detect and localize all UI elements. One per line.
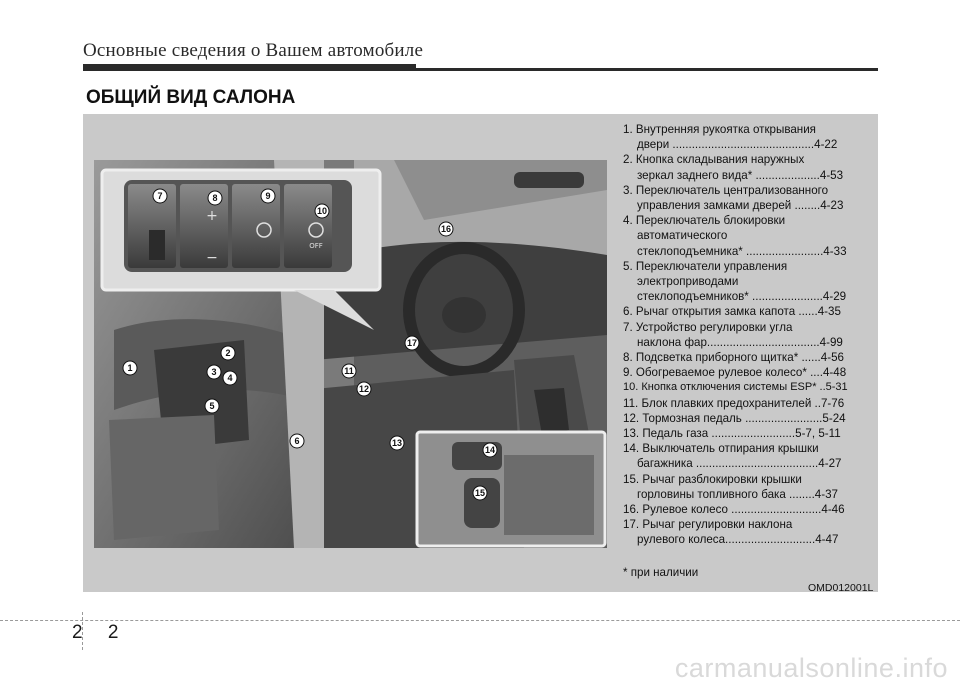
component-list: [623, 122, 873, 548]
list-item: 16. Рулевое колесо ............................4-46: [623, 503, 845, 517]
callout-1: 1: [127, 363, 133, 373]
figure-code: OMD012001L: [808, 582, 874, 594]
lever-inset: [417, 432, 605, 546]
page-number: 2 2: [72, 622, 129, 643]
list-item: 3. Переключатель централизованного управления замками дверей ........4-23: [623, 183, 844, 213]
list-item: 8. Подсветка приборного щитка* ......4-56: [623, 351, 844, 365]
callout-2: 2: [225, 348, 231, 358]
callout-15: 15: [474, 488, 486, 498]
list-item: 15. Рычаг разблокировки крышки горловины топливного бака ........4-37: [623, 472, 838, 501]
list-item: 12. Тормозная педаль ........................5-24: [623, 411, 846, 425]
svg-text:−: −: [206, 250, 218, 266]
list-item: 13. Педаль газа ..........................5-7, 5-11: [623, 427, 841, 441]
list-item: 11. Блок плавких предохранителей ..7-76: [623, 396, 845, 410]
watermark: carmanualsonline.info: [674, 653, 948, 683]
callout-3: 3: [211, 367, 217, 377]
callout-11: 11: [344, 366, 354, 376]
callout-7: 7: [157, 191, 163, 201]
callout-13: 13: [391, 438, 403, 448]
list-item: 14. Выключатель отпирания крышки багажника ......................................4-27: [623, 442, 842, 471]
svg-text:+: +: [206, 208, 218, 224]
callout-4: 4: [227, 373, 233, 383]
callout-6: 6: [294, 436, 300, 446]
callout-9: 9: [265, 191, 271, 201]
callout-12: 12: [358, 384, 370, 394]
callout-14: 14: [484, 445, 496, 455]
esp-off-label: OFF: [309, 242, 323, 250]
section-title: ОБЩИЙ ВИД САЛОНА: [86, 87, 296, 108]
list-item: 6. Рычаг открытия замка капота ......4-35: [623, 305, 841, 319]
list-item: 5. Переключатели управления электроприводами стеклоподъемников* ......................4-29: [623, 259, 847, 304]
header-title: Основные сведения о Вашем автомобиле: [83, 40, 424, 61]
list-item: 2. Кнопка складывания наружных зеркал заднего вида* ....................4-53: [623, 153, 844, 182]
callout-5: 5: [209, 401, 215, 411]
list-item: 1. Внутренняя рукоятка открывания двери ............................................4-22: [623, 123, 838, 152]
callout-8: 8: [212, 193, 218, 203]
interior-drawing: [94, 160, 607, 548]
callout-16: 16: [440, 224, 452, 234]
list-item: 7. Устройство регулировки угла наклона фар...................................4-99: [623, 320, 843, 349]
list-item: 9. Обогреваемое рулевое колесо* ....4-48: [623, 366, 847, 380]
footnote: * при наличии: [623, 566, 699, 579]
footer-dashed-rule: [0, 620, 960, 621]
list-item: 17. Рычаг регулировки наклона рулевого колеса............................4-47: [623, 518, 839, 547]
callout-17: 17: [406, 338, 418, 348]
list-item: 10. Кнопка отключения системы ESP* ..5-31: [623, 381, 848, 394]
header-rule: [83, 68, 878, 71]
interior-illustration: [94, 160, 607, 548]
list-item: 4. Переключатель блокировки автоматического стеклоподъемника* ........................4-33: [623, 214, 847, 258]
callout-10: 10: [316, 206, 328, 216]
